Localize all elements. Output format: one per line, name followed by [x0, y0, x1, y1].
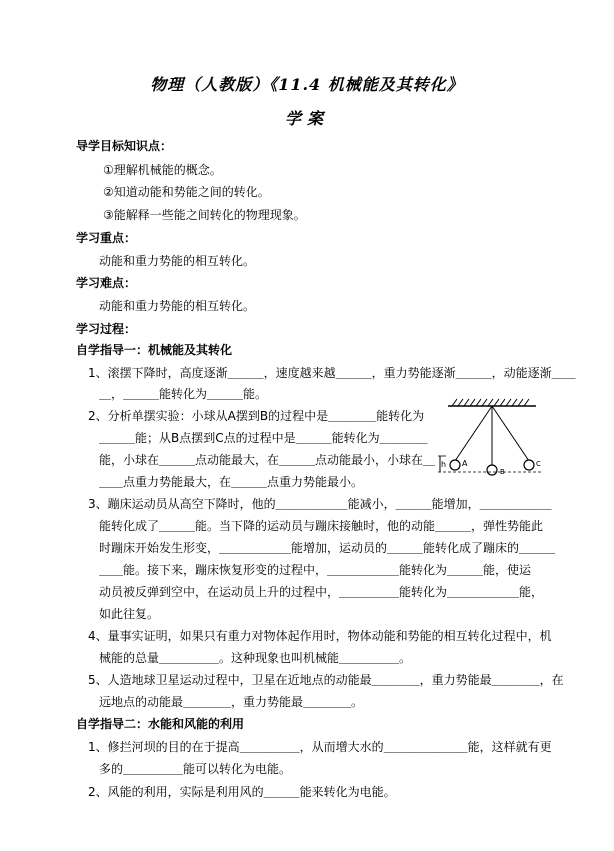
guide1-line: 1、滚摆下降时，高度逐渐＿＿＿，速度越来越＿＿＿，重力势能逐渐＿＿＿，动能逐渐＿＿: [88, 366, 576, 380]
guide1-line: 4、量事实证明，如果只有重力对物体起作用时，物体动能和势能的相互转化过程中，机: [88, 629, 552, 643]
guide1-line: 如此往复。: [99, 607, 160, 621]
guide1-line: 械能的总量＿＿＿＿＿。这种现象也叫机械能＿＿＿＿＿。: [99, 651, 412, 665]
difficulty-heading: 学习难点：: [76, 276, 137, 290]
label-b: B: [500, 468, 505, 476]
guide2-heading: 自学指导二：水能和风能的利用: [76, 717, 245, 731]
guide1-line: 能转化成了＿＿＿能。当下降的运动员与蹦床接触时，他的动能＿＿＿，弹性势能此: [99, 519, 544, 533]
guide1-line: ＿，＿＿＿能转化为＿＿＿能。: [99, 387, 268, 401]
label-h: h: [441, 460, 447, 469]
guide1-heading: 自学指导一：机械能及其转化: [76, 343, 233, 357]
guide1-line: ＿＿＿能；从B点摆到C点的过程中是＿＿＿能转化为＿＿＿＿: [99, 431, 428, 445]
guide1-line: 动员被反弹到空中，在运动员上升的过程中，＿＿＿＿＿能转化为＿＿＿＿＿＿能，: [99, 585, 544, 599]
label-c: C: [536, 460, 541, 468]
goal-item: ③能解释一些能之间转化的物理现象。: [103, 208, 306, 222]
bob-b: [487, 465, 497, 475]
guide1-line: 2、分析单摆实验：小球从A摆到B的过程中是＿＿＿＿能转化为: [88, 409, 425, 423]
guide1-line: 能，小球在＿＿＿点动能最大，在＿＿＿点动能最小，小球在＿: [99, 453, 436, 467]
guide1-line: ＿＿能。接下来，蹦床恢复形变的过程中，＿＿＿＿＿＿能转化为＿＿＿能，使运: [99, 563, 532, 577]
goals-heading: 导学目标知识点：: [76, 139, 173, 153]
bob-c: [524, 460, 534, 470]
guide1-line: 3、蹦床运动员从高空下降时，他的＿＿＿＿＿＿能减小，＿＿＿能增加，＿＿＿＿＿＿: [88, 497, 552, 511]
goal-item: ①理解机械能的概念。: [103, 163, 222, 177]
guide2-line: 2、风能的利用，实际是利用风的＿＿＿能来转化为电能。: [88, 785, 396, 799]
key-point-text: 动能和重力势能的相互转化。: [99, 254, 256, 268]
guide2-line: 1、修拦河坝的目的在于提高＿＿＿＿＿，从而增大水的＿＿＿＿＿＿＿能，这样就有更: [88, 740, 552, 754]
guide2-line: 多的＿＿＿＿＿能可以转化为电能。: [99, 762, 292, 776]
key-point-heading: 学习重点：: [76, 231, 137, 245]
page-title: 物理（人教版）《11.4 机械能及其转化》: [150, 75, 464, 94]
guide1-line: 远地点的动能最＿＿＿＿，重力势能最＿＿＿＿。: [99, 695, 364, 709]
label-a: A: [462, 459, 468, 468]
guide1-line: 时蹦床开始发生形变，＿＿＿＿＿＿能增加，运动员的＿＿＿能转化成了蹦床的＿＿＿: [99, 541, 556, 555]
difficulty-text: 动能和重力势能的相互转化。: [99, 299, 256, 313]
bob-a: [450, 460, 460, 470]
pendulum-figure: [438, 394, 546, 476]
guide1-line: ＿＿点重力势能最大，在＿＿＿点重力势能最小。: [99, 475, 364, 489]
process-heading: 学习过程：: [76, 322, 137, 336]
page-subtitle: 学案: [284, 109, 329, 128]
goal-item: ②知道动能和势能之间的转化。: [103, 185, 270, 199]
guide1-line: 5、人造地球卫星运动过程中，卫星在近地点的动能最＿＿＿＿，重力势能最＿＿＿＿，在: [88, 673, 564, 687]
